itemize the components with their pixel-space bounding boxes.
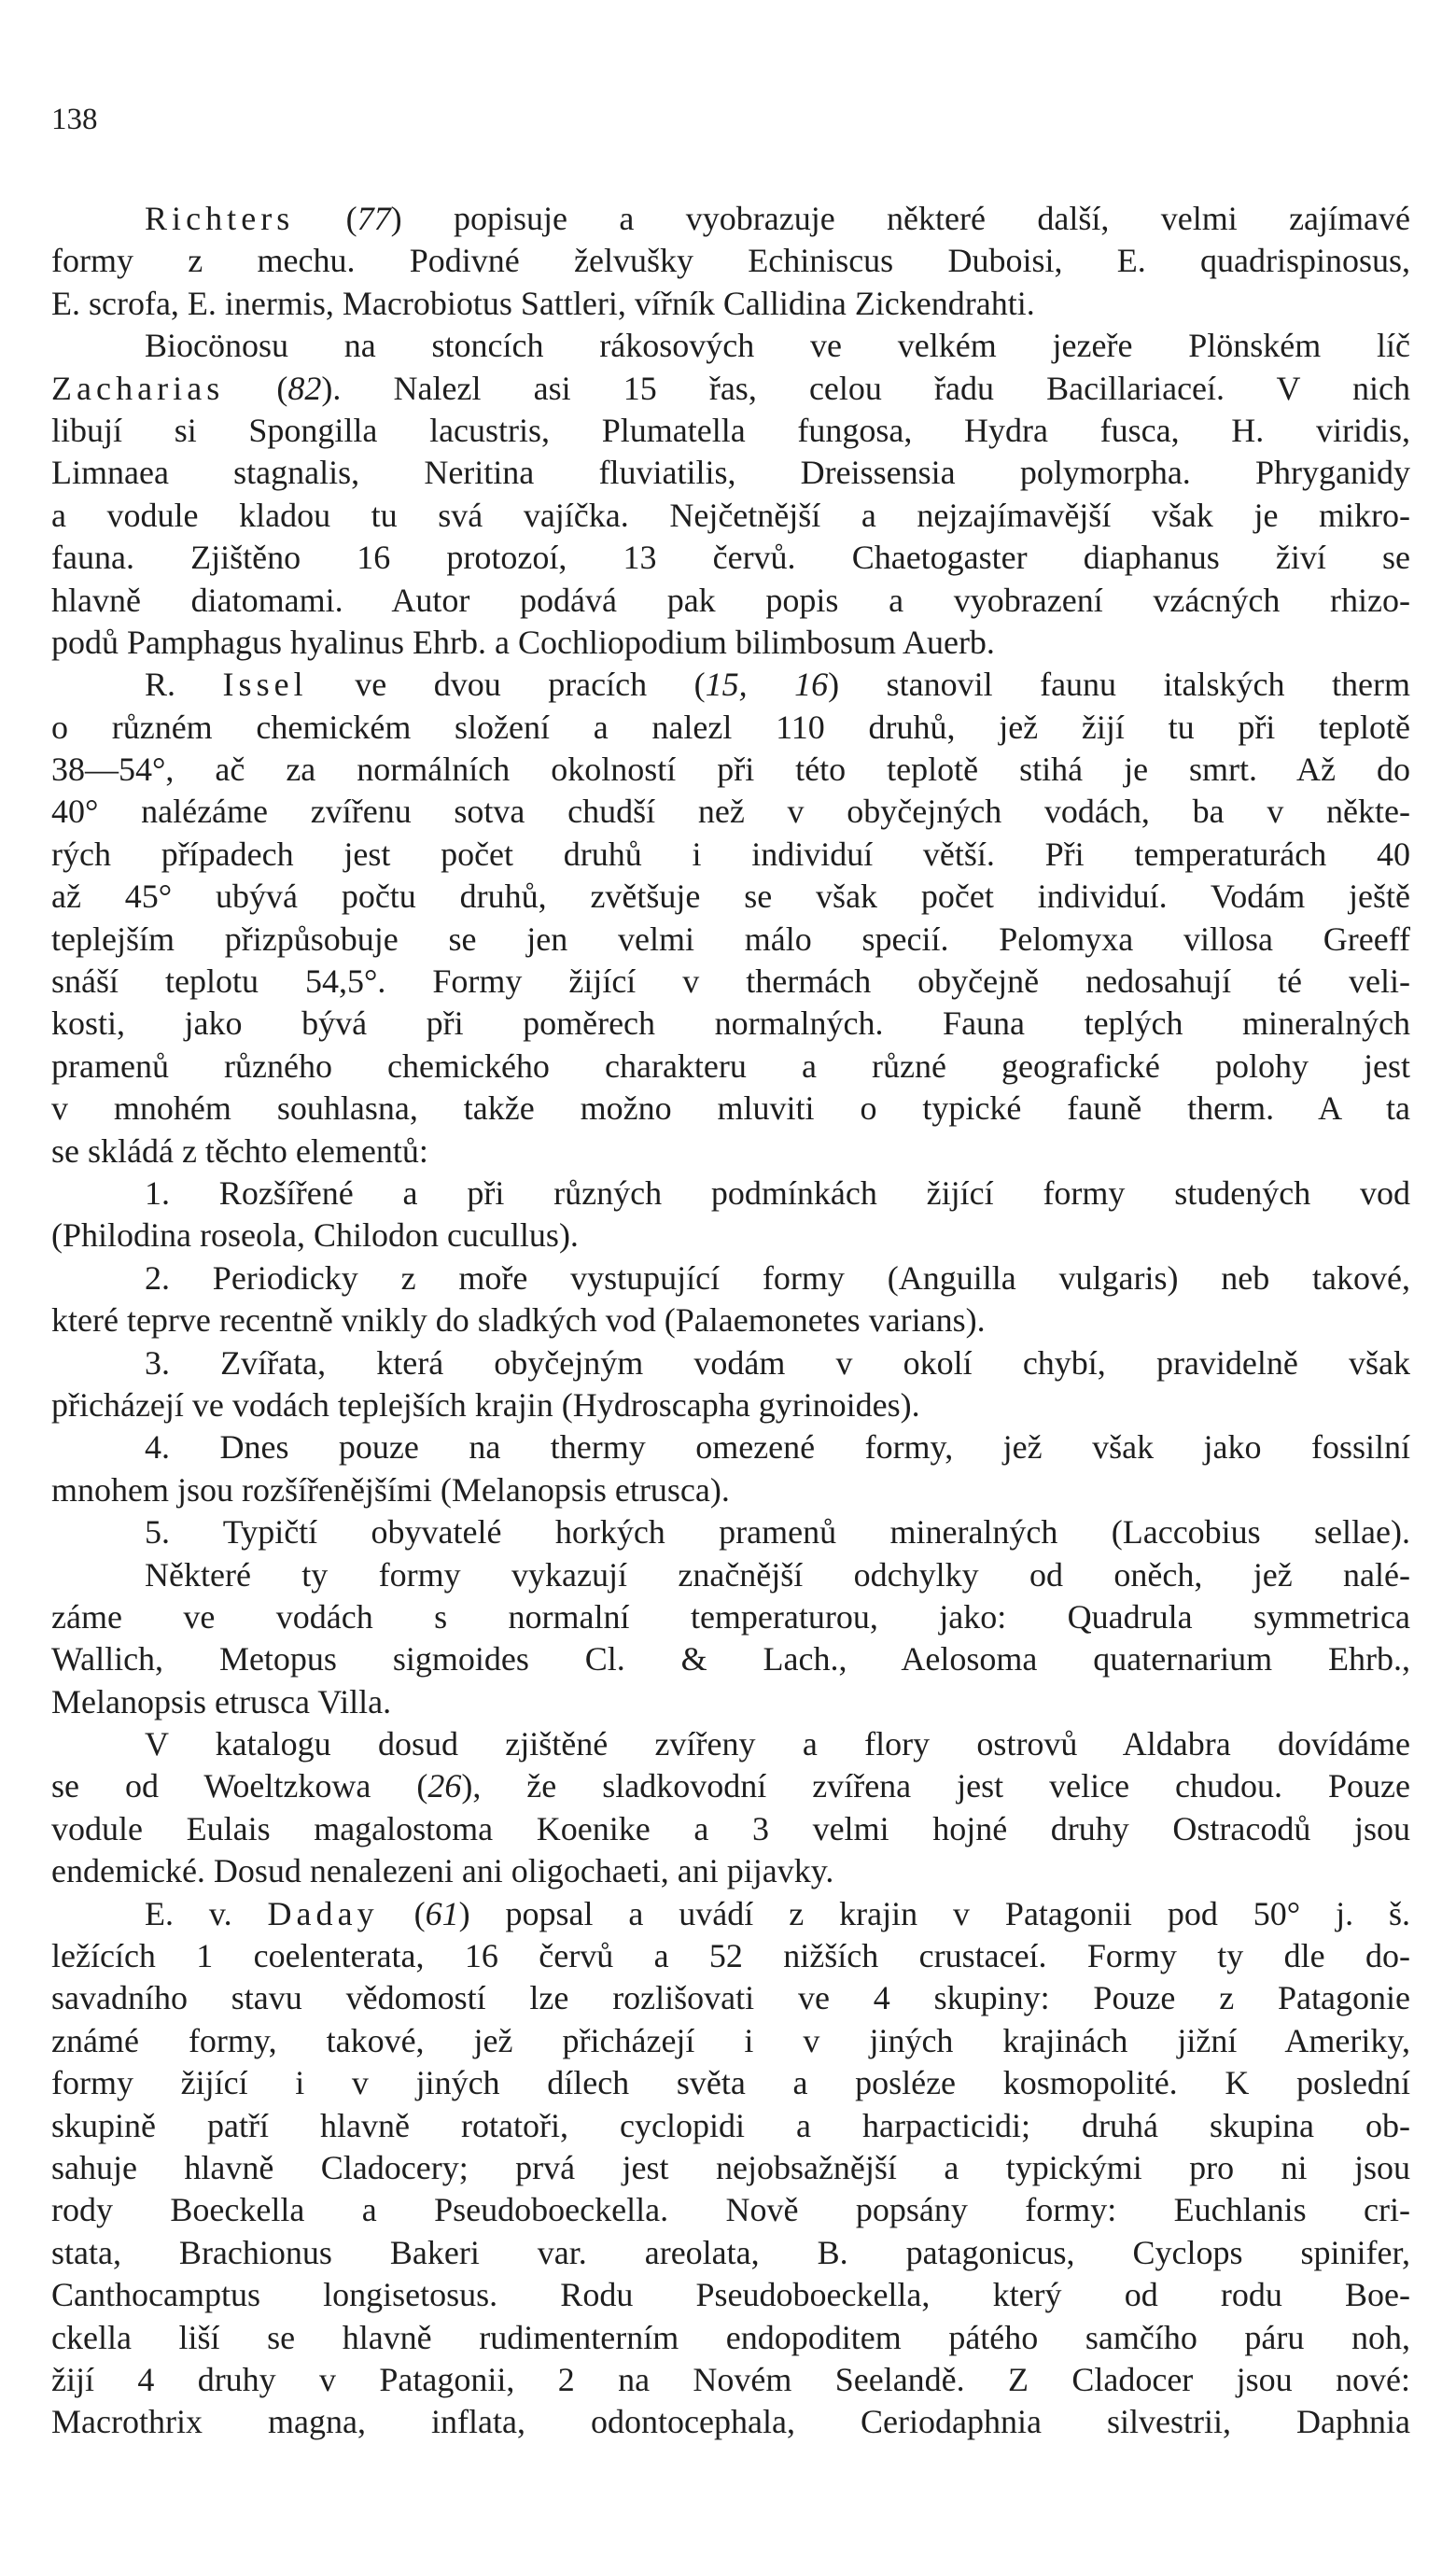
text-segment: rých případech jest počet druhů i individuí větší. Při temperaturách 40 bbox=[51, 835, 1410, 873]
text-line bbox=[51, 876, 1410, 918]
text-segment: Limnaea stagnalis, Neritina fluviatilis, Dreissensia polymorpha. Phryganidy bbox=[51, 454, 1410, 492]
text-line bbox=[51, 240, 1410, 282]
text-line bbox=[51, 1765, 1410, 1807]
text-segment: rody Boeckella a Pseudoboeckella. Nově popsány formy: Euchlanis cri- bbox=[51, 2191, 1410, 2229]
citation-number: 26 bbox=[427, 1767, 462, 1805]
citation-number: 82 bbox=[287, 369, 322, 407]
text-segment: Některé ty formy vykazují značnější odchylky od oněch, jež nalé- bbox=[145, 1555, 1410, 1594]
text-line bbox=[51, 1977, 1410, 2019]
text-line bbox=[51, 1342, 1410, 1384]
text-line bbox=[51, 2062, 1410, 2104]
text-segment: ležících 1 coelenterata, 16 červů a 52 nižších crustaceí. Formy ty dle do- bbox=[51, 1937, 1410, 1975]
text-line bbox=[51, 749, 1410, 791]
author-name: Richters bbox=[145, 200, 295, 237]
text-segment: fauna. Zjištěno 16 protozoí, 13 červů. Chaetogaster diaphanus živí se bbox=[51, 539, 1410, 577]
text-segment: ) stanovil faunu italských therm bbox=[828, 666, 1410, 704]
text-line bbox=[51, 1554, 1410, 1596]
text-segment: Canthocamptus longisetosus. Rodu Pseudoboeckella, který od rodu Boe- bbox=[51, 2276, 1410, 2314]
text-segment: V katalogu dosud zjištěné zvířeny a flory ostrovů Aldabra dovídáme bbox=[145, 1725, 1410, 1763]
text-line bbox=[51, 495, 1410, 537]
text-line bbox=[51, 1257, 1410, 1299]
text-line bbox=[51, 834, 1410, 876]
text-segment: sahuje hlavně Cladocery; prvá jest nejobsažnější a typickými pro ni jsou bbox=[51, 2148, 1410, 2186]
text-segment: Macrothrix magna, inflata, odontocephala, Ceriodaphnia silvestrii, Daphnia bbox=[51, 2403, 1410, 2441]
body-text bbox=[51, 198, 1410, 2444]
text-line bbox=[51, 1384, 1410, 1426]
text-line bbox=[51, 1088, 1410, 1130]
text-line bbox=[51, 2317, 1410, 2359]
text-segment: ) popisuje a vyobrazuje některé další, velmi zajímavé bbox=[390, 200, 1410, 237]
text-line bbox=[51, 707, 1410, 749]
text-segment: známé formy, takové, jež přicházejí i v jiných krajinách jižní Ameriky, bbox=[51, 2021, 1410, 2059]
text-segment: ckella liší se hlavně rudimenterním endopoditem pátého samčího páru noh, bbox=[51, 2318, 1410, 2356]
text-segment: až 45° ubývá počtu druhů, zvětšuje se však počet individuí. Vodám ještě bbox=[51, 878, 1410, 916]
text-line bbox=[51, 1723, 1410, 1765]
text-line bbox=[51, 1469, 1410, 1511]
text-line bbox=[51, 1215, 1410, 1257]
author-name: Issel bbox=[222, 666, 308, 704]
text-line bbox=[51, 2401, 1410, 2443]
text-segment: se skládá z těchto elementů: bbox=[51, 1131, 428, 1170]
text-line bbox=[51, 2274, 1410, 2316]
text-segment: přicházejí ve vodách teplejších krajin (Hydroscapha gyrinoides). bbox=[51, 1385, 920, 1424]
text-segment: snáší teplotu 54,5°. Formy žijící v thermách obyčejně nedosahují té veli- bbox=[51, 962, 1410, 1001]
text-line bbox=[51, 1299, 1410, 1341]
text-line bbox=[51, 622, 1410, 664]
text-segment: 5. Typičtí obyvatelé horkých pramenů mineralných (Laccobius sellae). bbox=[145, 1513, 1410, 1552]
text-segment: v mnohém souhlasna, takže možno mluviti o typické fauně therm. A ta bbox=[51, 1089, 1410, 1128]
text-segment: podů Pamphagus hyalinus Ehrb. a Cochliopodium bilimbosum Auerb. bbox=[51, 623, 995, 661]
text-segment: o různém chemickém složení a nalezl 110 druhů, jež žijí tu při teplotě bbox=[51, 708, 1410, 746]
text-segment: formy žijící i v jiných dílech světa a posléze kosmopolité. K poslední bbox=[51, 2064, 1410, 2102]
text-segment: záme ve vodách s normalní temperaturou, jako: Quadrula symmetrica bbox=[51, 1597, 1410, 1636]
text-line bbox=[51, 1511, 1410, 1553]
text-line bbox=[51, 1681, 1410, 1723]
text-segment: R. bbox=[145, 666, 223, 704]
text-segment: hlavně diatomami. Autor podává pak popis a vyobrazení vzácných rhizo- bbox=[51, 581, 1410, 619]
text-segment: E. v. bbox=[145, 1894, 268, 1932]
text-segment: teplejším přizpůsobuje se jen velmi málo specií. Pelomyxa villosa Greeff bbox=[51, 920, 1410, 958]
text-segment: ) popsal a uvádí z krajin v Patagonii pod 50° j. š. bbox=[458, 1894, 1410, 1932]
text-line bbox=[51, 1808, 1410, 1850]
text-line bbox=[51, 2105, 1410, 2147]
text-segment: 38—54°, ač za normálních okolností při této teplotě stihá je smrt. Až do bbox=[51, 751, 1410, 789]
text-line bbox=[51, 2359, 1410, 2401]
text-line bbox=[51, 2189, 1410, 2231]
text-line bbox=[51, 1638, 1410, 1680]
citation-number: 77 bbox=[357, 200, 391, 237]
text-segment: se od Woeltzkowa ( bbox=[51, 1767, 428, 1805]
text-segment: skupině patří hlavně rotatoři, cyclopidi a harpacticidi; druhá skupina ob- bbox=[51, 2106, 1410, 2144]
text-segment: a vodule kladou tu svá vajíčka. Nejčetnější a nejzajímavější však je mikro- bbox=[51, 496, 1410, 534]
text-line bbox=[51, 452, 1410, 494]
text-line bbox=[51, 1131, 1410, 1173]
text-segment: 1. Rozšířené a při různých podmínkách žijící formy studených vod bbox=[145, 1173, 1410, 1212]
text-segment: ve dvou pracích ( bbox=[307, 666, 706, 704]
text-segment: 3. Zvířata, která obyčejným vodám v okolí chybí, pravidelně však bbox=[145, 1343, 1410, 1382]
text-segment: formy z mechu. Podivné želvušky Echiniscus Duboisi, E. quadrispinosus, bbox=[51, 242, 1410, 280]
text-line bbox=[51, 325, 1410, 367]
text-line bbox=[51, 1173, 1410, 1215]
text-segment: libují si Spongilla lacustris, Plumatella fungosa, Hydra fusca, H. viridis, bbox=[51, 411, 1410, 449]
text-segment: ( bbox=[224, 369, 288, 407]
text-line bbox=[51, 537, 1410, 579]
text-segment: ). Nalezl asi 15 řas, celou řadu Bacillariaceí. V nich bbox=[321, 369, 1410, 407]
text-segment: kosti, jako bývá při poměrech normalných. Fauna teplých mineralných bbox=[51, 1004, 1410, 1043]
text-line bbox=[51, 368, 1410, 410]
citation-number: 15, 16 bbox=[705, 666, 829, 704]
text-segment: ( bbox=[294, 200, 357, 237]
text-segment: ), že sladkovodní zvířena jest velice chudou. Pouze bbox=[461, 1767, 1410, 1805]
text-line bbox=[51, 1003, 1410, 1045]
text-segment: Wallich, Metopus sigmoides Cl. & Lach., Aelosoma quaternarium Ehrb., bbox=[51, 1640, 1410, 1678]
text-segment: pramenů různého chemického charakteru a různé geografické polohy jest bbox=[51, 1046, 1410, 1085]
text-line bbox=[51, 283, 1410, 325]
text-line bbox=[51, 961, 1410, 1003]
text-segment: ( bbox=[378, 1894, 426, 1932]
text-line bbox=[51, 664, 1410, 706]
text-segment: stata, Brachionus Bakeri var. areolata, B. patagonicus, Cyclops spinifer, bbox=[51, 2233, 1410, 2271]
text-line bbox=[51, 2147, 1410, 2189]
text-segment: 2. Periodicky z moře vystupující formy (Anguilla vulgaris) neb takové, bbox=[145, 1258, 1410, 1297]
text-line bbox=[51, 580, 1410, 622]
text-line bbox=[51, 1893, 1410, 1935]
author-name: Zacharias bbox=[51, 369, 225, 407]
text-line bbox=[51, 410, 1410, 452]
page-number: 138 bbox=[51, 103, 98, 136]
text-line bbox=[51, 919, 1410, 961]
text-line bbox=[51, 1935, 1410, 1977]
text-line bbox=[51, 198, 1410, 240]
text-segment: mnohem jsou rozšířenějšími (Melanopsis etrusca). bbox=[51, 1470, 730, 1509]
text-line bbox=[51, 1850, 1410, 1892]
author-name: Daday bbox=[267, 1894, 379, 1932]
text-segment: 4. Dnes pouze na thermy omezené formy, jež však jako fossilní bbox=[145, 1428, 1410, 1467]
text-line bbox=[51, 2232, 1410, 2274]
text-line bbox=[51, 1426, 1410, 1468]
text-segment: 40° nalézáme zvířenu sotva chudší než v obyčejných vodách, ba v někte- bbox=[51, 793, 1410, 831]
text-segment: savadního stavu vědomostí lze rozlišovati ve 4 skupiny: Pouze z Patagonie bbox=[51, 1979, 1410, 2017]
text-segment: které teprve recentně vnikly do sladkých vod (Palaemonetes varians). bbox=[51, 1301, 986, 1340]
text-line bbox=[51, 791, 1410, 833]
text-segment: Melanopsis etrusca Villa. bbox=[51, 1682, 392, 1720]
text-line bbox=[51, 1596, 1410, 1638]
text-segment: žijí 4 druhy v Patagonii, 2 na Novém Seelandě. Z Cladocer jsou nové: bbox=[51, 2360, 1410, 2398]
citation-number: 61 bbox=[425, 1894, 459, 1932]
text-segment: E. scrofa, E. inermis, Macrobiotus Sattleri, vířník Callidina Zickendrahti. bbox=[51, 284, 1035, 322]
text-line bbox=[51, 1046, 1410, 1088]
text-segment: vodule Eulais magalostoma Koenike a 3 velmi hojné druhy Ostracodů jsou bbox=[51, 1809, 1410, 1847]
text-segment: (Philodina roseola, Chilodon cucullus). bbox=[51, 1216, 579, 1255]
text-line bbox=[51, 2020, 1410, 2062]
text-segment: endemické. Dosud nenalezeni ani oligochaeti, ani pijavky. bbox=[51, 1852, 834, 1890]
text-segment: Biocönosu na stoncích rákosových ve velkém jezeře Plönském líč bbox=[145, 327, 1410, 365]
